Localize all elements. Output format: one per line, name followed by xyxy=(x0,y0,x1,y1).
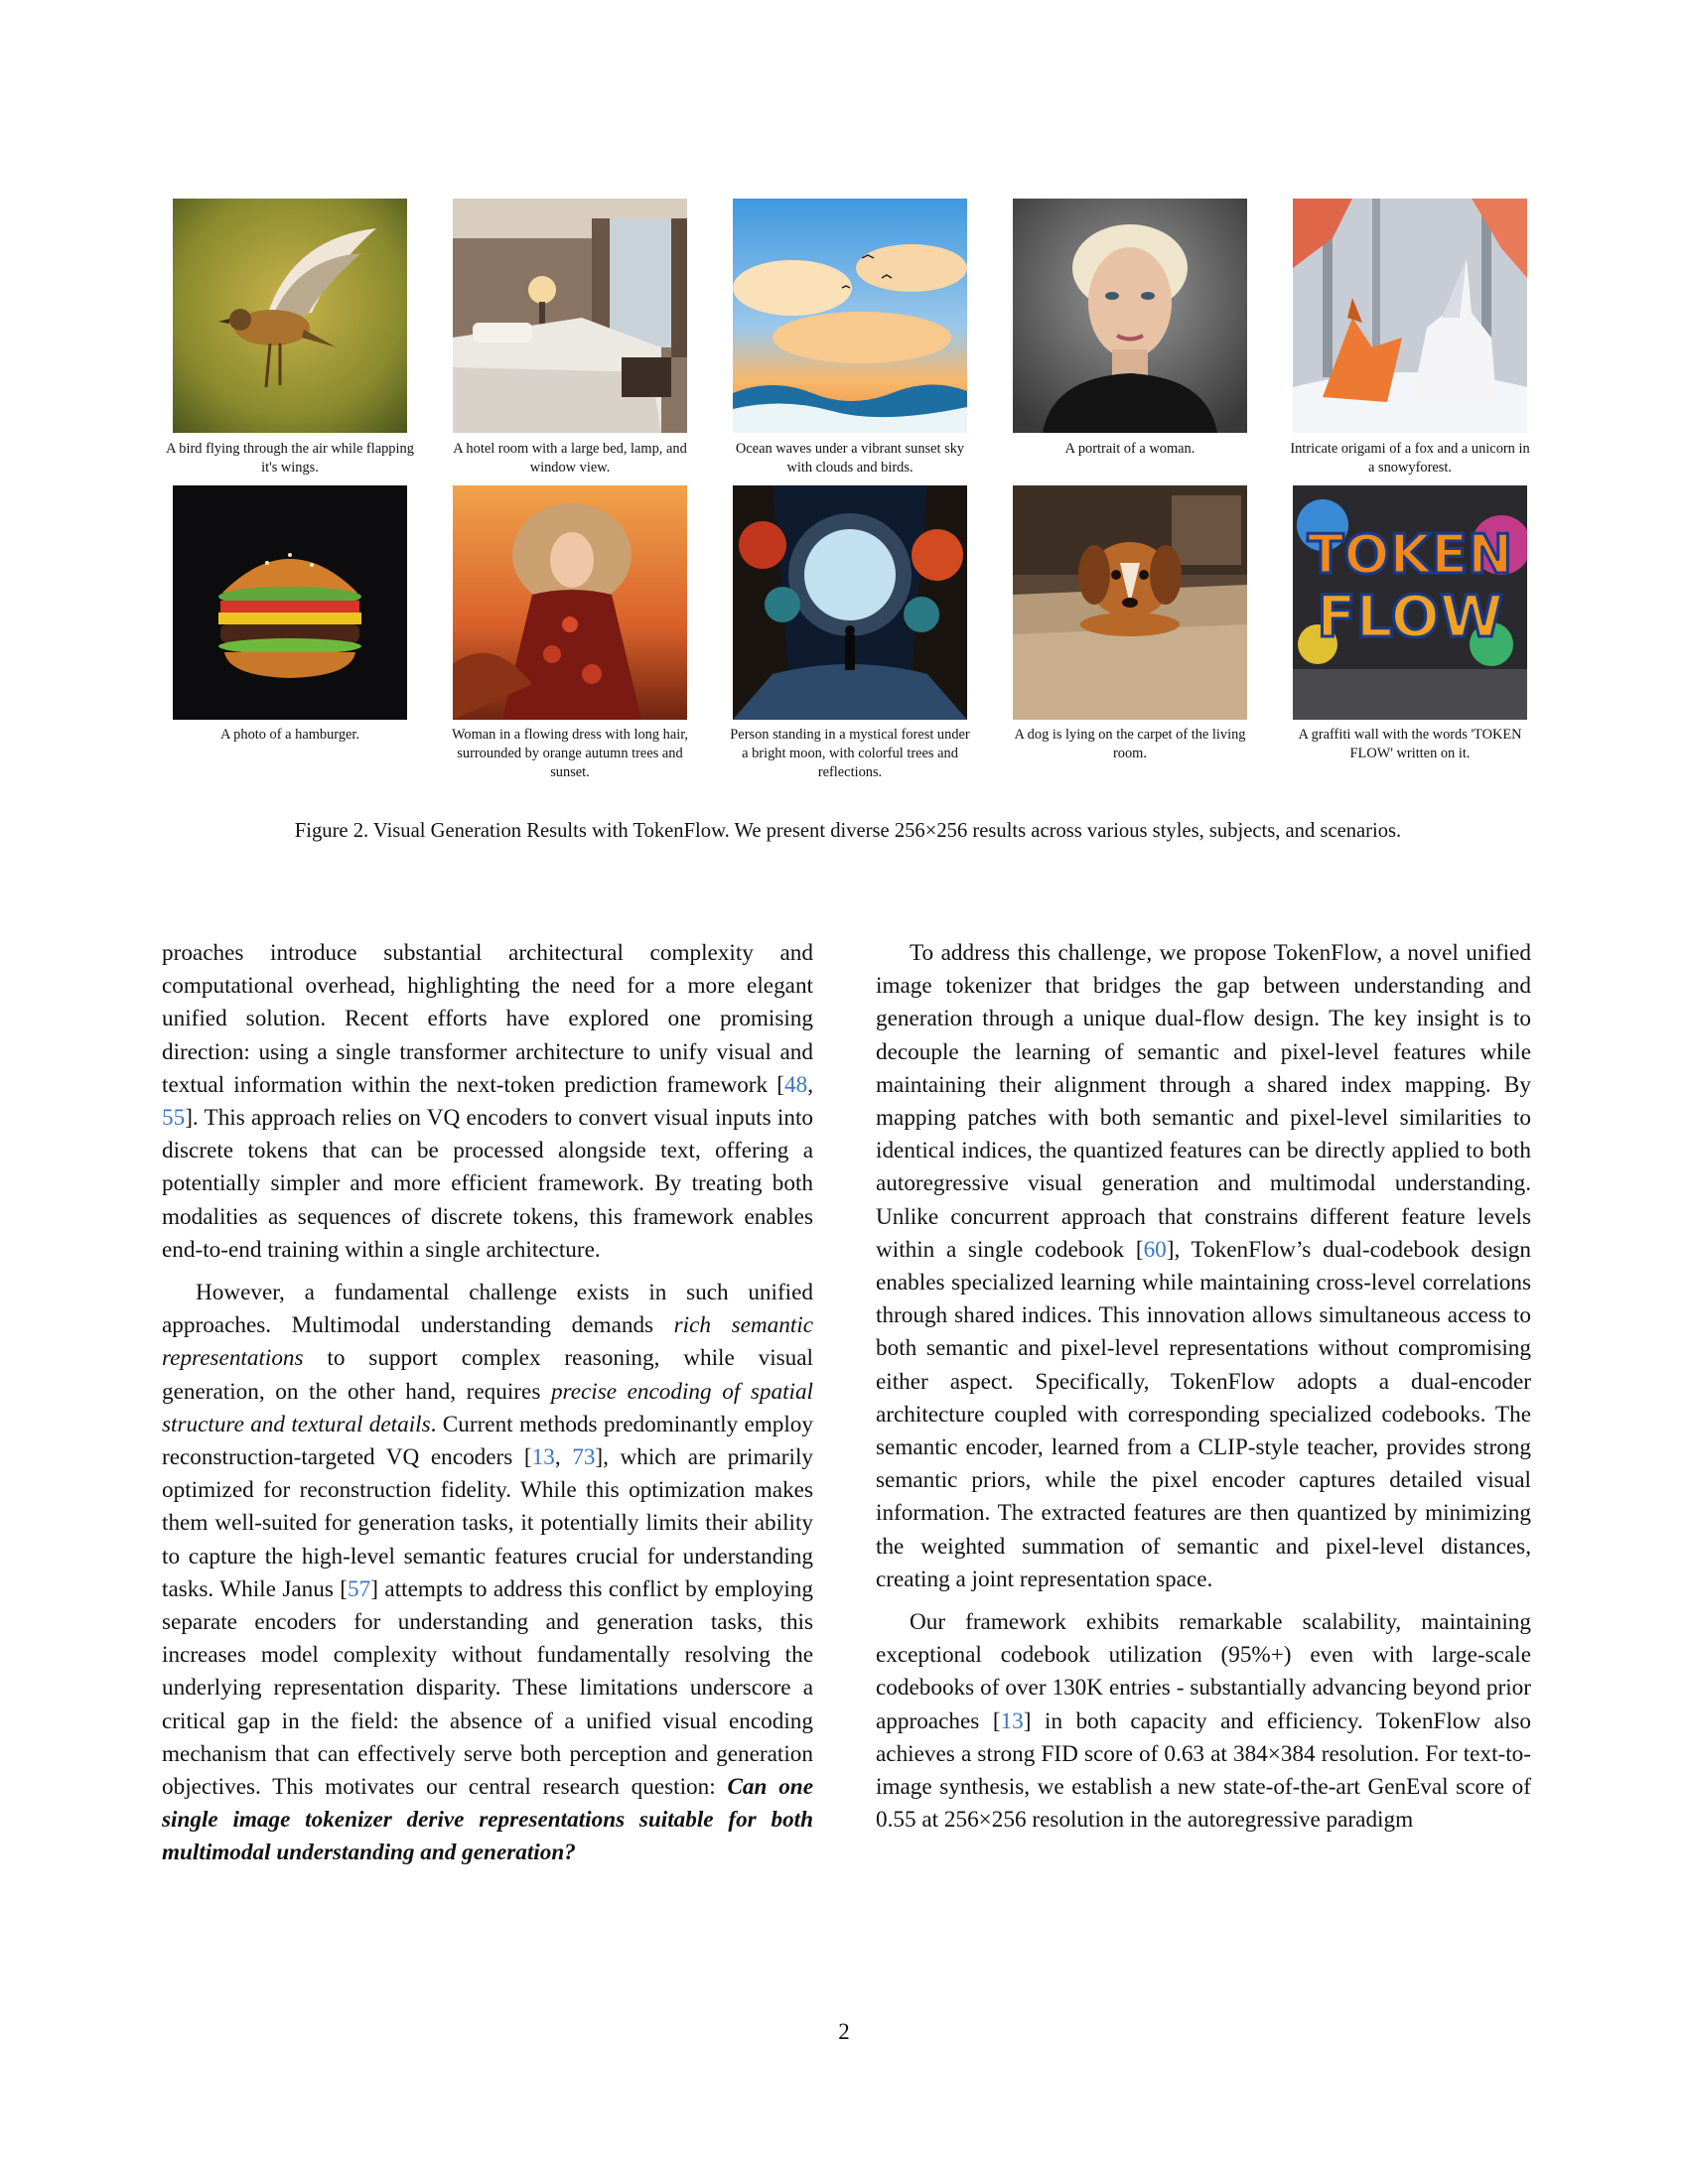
figure-caption-item: A photo of a hamburger. xyxy=(219,727,360,743)
page-number: 2 xyxy=(838,2019,850,2044)
research-question: Can one single image tokenizer derive representations suitable for both multimodal understanding and generation? xyxy=(162,1774,813,1866)
figure-cell xyxy=(1290,199,1530,478)
origami-fox-unicorn-image xyxy=(1293,199,1527,433)
paragraph: To address this challenge, we propose TokenFlow, a novel unified image tokenizer that bridges the gap between understanding and generation through a unique dual-flow design. The key insight is to decouple the learning of semantic and pixel-level features while maintaining their alignment through a shared index mapping. By mapping patches with both semantic and pixel-level similarities to identical indices, the quantized features can be directly applied to both autoregressive visual generation and multimodal understanding. Unlike concurrent approach that constrains different feature levels within a single codebook [60], TokenFlow’s dual-codebook design enables specialized learning while maintaining cross-level correlations through shared indices. This innovation allows simultaneous access to both semantic and pixel-level representations without compromising either aspect. Specifically, TokenFlow adopts a dual-encoder architecture coupled with corresponding specialized codebooks. The semantic encoder, learned from a CLIP-style teacher, provides strong semantic priors, while the pixel encoder captures detailed visual information. The extracted features are then quantized by minimizing the weighted summation of semantic and pixel-level distances, creating a joint representation space. xyxy=(876,940,1531,1592)
figure-cell xyxy=(730,485,970,782)
figure-cell xyxy=(453,485,687,782)
hotel-room-image xyxy=(453,199,687,433)
woman-autumn-image xyxy=(453,485,687,720)
left-column xyxy=(162,937,813,1880)
graffiti-text-flow: FLOW xyxy=(1317,583,1503,650)
citation-link[interactable]: 55 xyxy=(162,1105,186,1132)
citation-link[interactable]: 57 xyxy=(348,1575,371,1602)
figure-caption-item: A graffiti wall with the words 'TOKEN FLOW' written on it. xyxy=(1298,727,1522,761)
figure-caption-item: Ocean waves under a vibrant sunset sky with clouds and birds. xyxy=(735,441,965,476)
figure-caption-item: A bird flying through the air while flapping it's wings. xyxy=(166,441,414,476)
mystical-forest-image xyxy=(733,485,967,720)
figure-cell xyxy=(1293,485,1527,782)
citation-link[interactable]: 60 xyxy=(1143,1236,1167,1263)
citation-link[interactable]: 48 xyxy=(784,1071,808,1098)
dog-on-carpet-image xyxy=(1013,485,1247,720)
figure-caption-item: A portrait of a woman. xyxy=(1064,441,1196,457)
figure-cell xyxy=(166,199,414,478)
ocean-sunset-image xyxy=(733,199,967,433)
figure-caption-item: A dog is lying on the carpet of the living room. xyxy=(1014,727,1246,761)
figure-caption: Figure 2. Visual Generation Results with TokenFlow. We present diverse 256×256 results across various styles, subjects, and scenarios. xyxy=(294,820,1402,842)
figure-cell xyxy=(733,199,967,478)
figure-caption-item: Woman in a flowing dress with long hair, surrounded by orange autumn trees and sunset. xyxy=(451,727,689,780)
paragraph: However, a fundamental challenge exists in such unified approaches. Multimodal understanding demands rich semantic representations to support complex reasoning, while visual generation, on the other hand, requires precise encoding of spatial structure and textural details. Current methods predominantly employ reconstruction-targeted VQ encoders [13, 73], which are primarily optimized for reconstruction fidelity. While this optimization makes them well-suited for generation tasks, it potentially limits their ability to capture the high-level semantic features crucial for understanding tasks. While Janus [57] attempts to address this conflict by employing separate encoders for understanding and generation tasks, this increases model complexity without fundamentally resolving the underlying representation disparity. These limitations underscore a critical gap in the field: the absence of a unified visual encoding mechanism that can effectively serve both perception and generation objectives. This motivates our central research question: Can one single image tokenizer derive representations suitable for both multimodal understanding and generation? xyxy=(162,1280,814,1866)
right-column xyxy=(876,937,1531,1846)
paragraph: Our framework exhibits remarkable scalability, maintaining exceptional codebook utilization (95%+) even with large-scale codebooks of over 130K entries - substantially advancing beyond prior approaches [13] in both capacity and efficiency. TokenFlow also achieves a strong FID score of 0.63 at 384×384 resolution. For text-to-image synthesis, we establish a new state-of-the-art GenEval score of 0.55 at 256×256 resolution in the autoregressive paradigm xyxy=(876,1609,1532,1834)
bird-image xyxy=(173,199,407,433)
figure-cell xyxy=(1013,485,1247,782)
figure-caption-item: Intricate origami of a fox and a unicorn in a snowyforest. xyxy=(1290,441,1530,476)
figure-caption-item: A hotel room with a large bed, lamp, and window view. xyxy=(453,441,687,476)
paragraph: proaches introduce substantial architectural complexity and computational overhead, highlighting the need for a more elegant unified solution. Recent efforts have explored one promising direction: using a single transformer architecture to unify visual and textual information within the next-token prediction framework [48, 55]. This approach relies on VQ encoders to convert visual inputs into discrete tokens that can be processed alongside text, offering a potentially simpler and more efficient framework. By treating both modalities as sequences of discrete tokens, this framework enables end-to-end training within a single architecture. xyxy=(162,940,813,1263)
graffiti-wall-image xyxy=(1293,485,1527,720)
figure-caption-item: Person standing in a mystical forest under a bright moon, with colorful trees and reflections. xyxy=(730,727,970,780)
woman-portrait-image xyxy=(1013,199,1247,433)
citation-link[interactable]: 13 xyxy=(531,1444,555,1471)
figure-cell xyxy=(453,199,687,478)
figure-row-2 xyxy=(173,485,1523,782)
figure-2 xyxy=(166,199,1530,782)
figure-cell xyxy=(173,485,407,782)
graffiti-text-token: TOKEN xyxy=(1307,523,1513,586)
figure-cell xyxy=(1013,199,1247,478)
hamburger-image xyxy=(173,485,407,720)
figure-row-1 xyxy=(166,199,1530,478)
citation-link[interactable]: 13 xyxy=(1000,1707,1024,1734)
citation-link[interactable]: 73 xyxy=(572,1444,596,1471)
